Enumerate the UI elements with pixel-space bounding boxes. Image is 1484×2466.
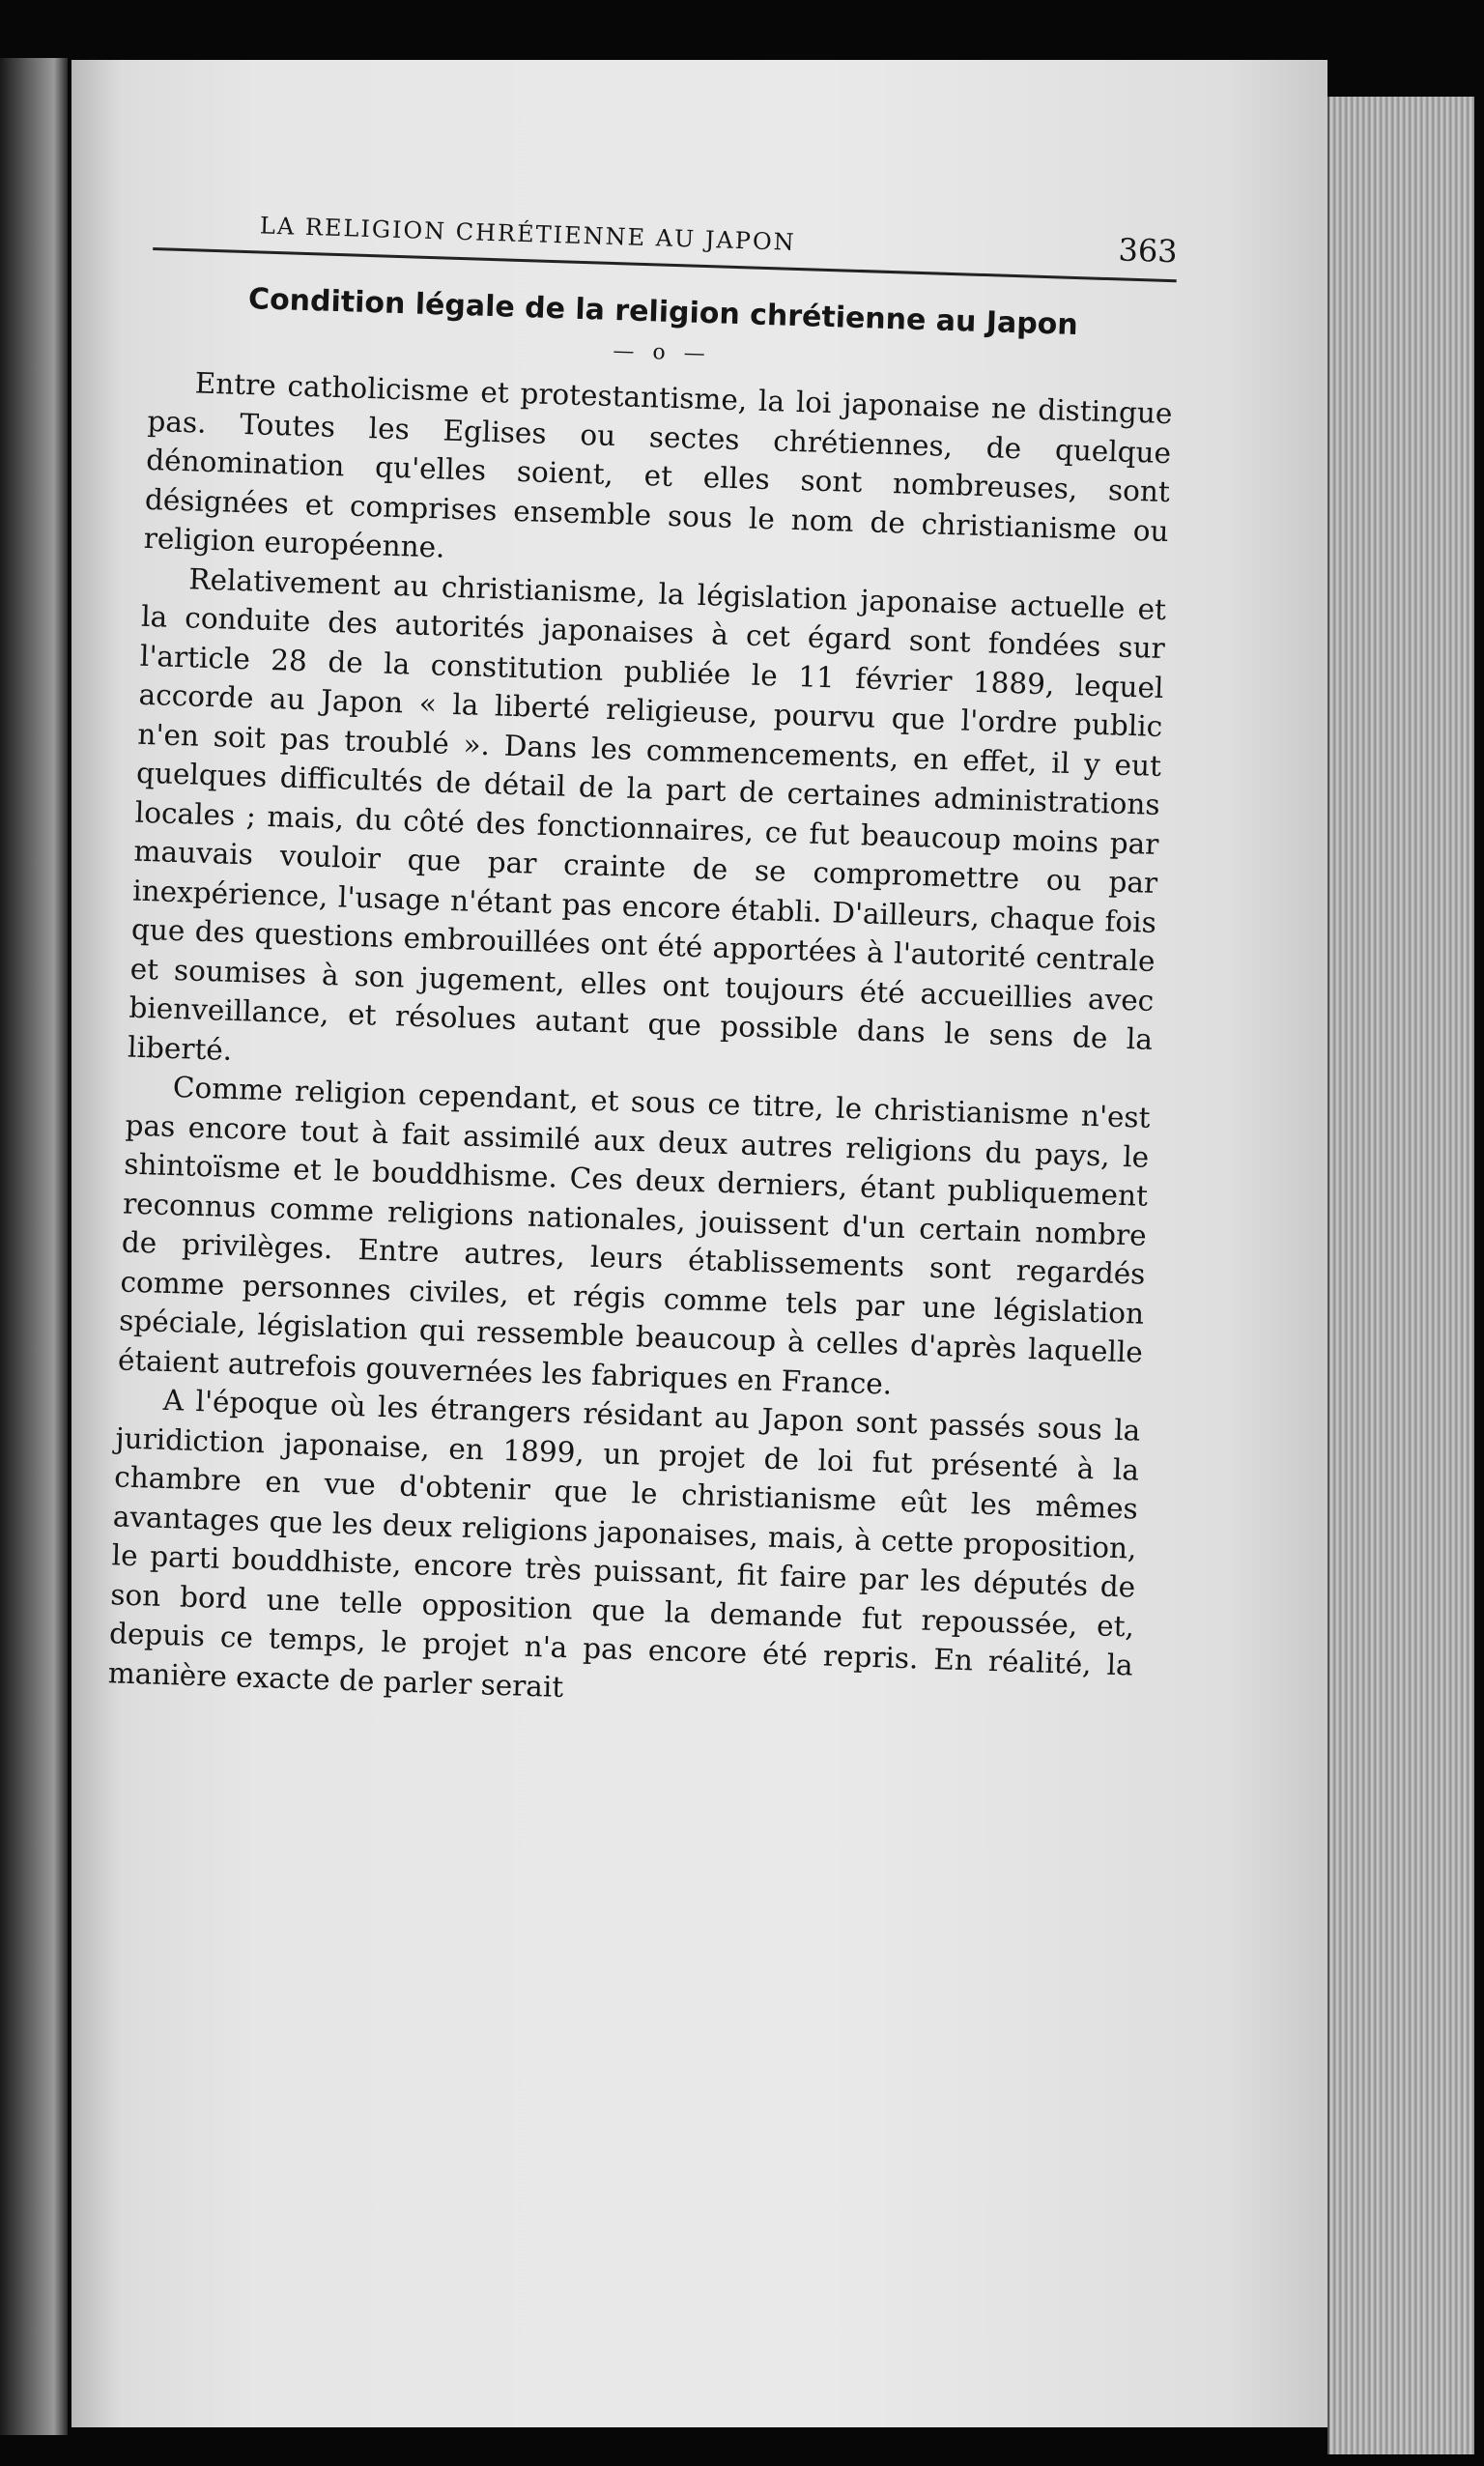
paragraph-2: Relativement au christianisme, la législation japonaise actuelle et la conduite des autorités japonaises à cet égard sont fondées sur l'article 28 de la constitution publiée le 11 février 1889, lequel accorde au Japon « la liberté religieuse, pourvu que l'ordre public n'en soit pas troublé ». Dans les commencements, en effet, il y eut quelques difficultés de détail de la part de certaines administrations locales ; mais, du côté des fonctionnaires, ce fut beaucoup moins par mauvais vouloir que par crainte de se compromettre ou par inexpérience, l'usage n'étant pas encore établi. D'ailleurs, chaque fois que des questions embrouillées ont été apportées à l'autorité centrale et soumises à son jugement, elles ont toujours été accueillies avec bienveillance, et résolues autant que possible dans le sens de la liberté. <box>127 561 1167 1067</box>
previous-page-edge <box>0 58 68 2435</box>
paragraph-1: Entre catholicisme et protestantisme, la loi japonaise ne distingue pas. Toutes les Eglises ou sectes chrétiennes, de quelque dénomination qu'elles soient, et elles sont nombreuses, sont désignées et comprises ensemble sous le nom de christianisme ou religion européenne. <box>143 366 1173 564</box>
book-page-edges <box>1327 97 1474 2454</box>
section-title: Condition légale de la religion chrétienne au Japon <box>247 282 1079 343</box>
paragraph-4: A l'époque où les étrangers résidant au Japon sont passés sous la juridiction japonaise, en 1899, un projet de loi fut présenté à la chambre en vue d'obtenir que le christianisme eût les mêmes avantages que les deux religions japonaises, mais, à cette proposition, le parti bouddhiste, encore très puissant, fit faire par les députés de son bord une telle opposition que la demande fut repoussée, et, depuis ce temps, le projet n'a pas encore été repris. En réalité, la manière exacte de parler serait <box>107 1383 1141 1704</box>
paragraph-3: Comme religion cependant, et sous ce titre, le christianisme n'est pas encore tout à fait assimilé aux deux autres religions du pays, le shintoïsme et le bouddhisme. Ces deux derniers, étant publiquement reconnus comme religions nationales, jouissent d'un certain nombre de privilèges. Entre autres, leurs établissements sont regardés comme personnes civiles, et régis comme tels par une législation spéciale, législation qui ressemble beaucoup à celles d'après laquelle étaient autrefois gouvernées les fabriques en France. <box>117 1071 1151 1401</box>
title-separator: — o — <box>613 338 712 367</box>
page-content <box>87 193 1178 2369</box>
running-title: LA RELIGION CHRÉTIENNE AU JAPON <box>259 212 797 256</box>
page-number: 363 <box>1117 231 1179 271</box>
